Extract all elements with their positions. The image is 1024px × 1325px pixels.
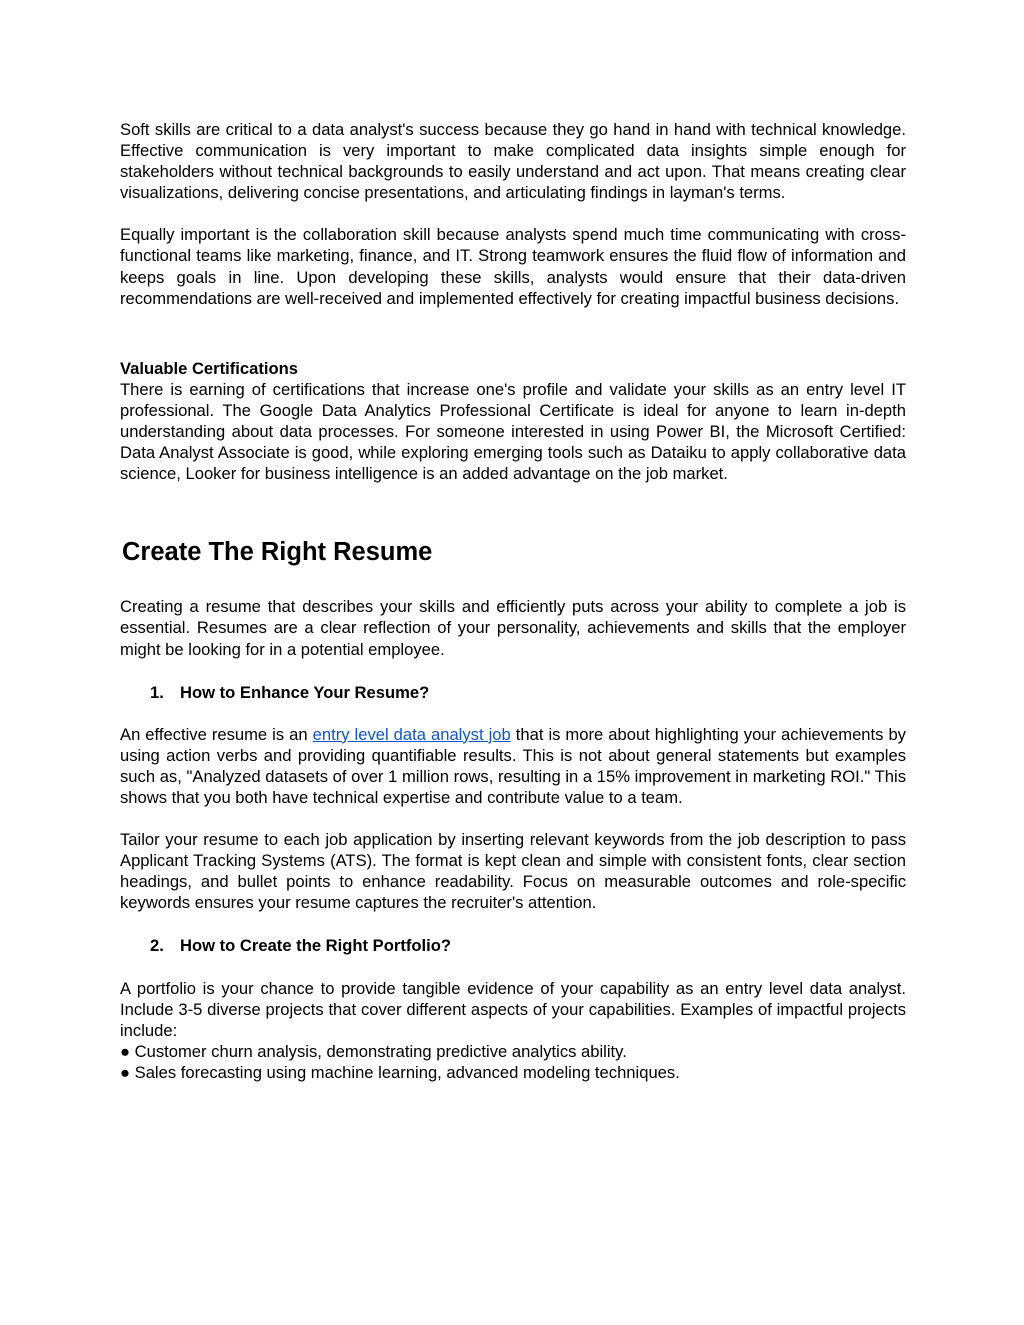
portfolio-heading (150, 935, 906, 956)
enhance-resume-heading (150, 682, 906, 703)
entry-level-job-link[interactable]: entry level data analyst job (312, 724, 511, 744)
portfolio-number: 2. (150, 936, 164, 956)
resume-section-heading: Create The Right Resume (122, 538, 433, 567)
enhance-title: How to Enhance Your Resume? (180, 682, 430, 702)
portfolio-intro-paragraph: A portfolio is your chance to provide tangible evidence of your capability as an entry level data analyst. Include 3-5 diverse projects that cover different aspects of your capabilities. Examples of impactful projects include: (120, 978, 906, 1040)
soft-skills-paragraph: Soft skills are critical to a data analyst's success because they go hand in hand with technical knowledge. Effective communication is very important to make complicated data insights simple enough for stakeholders without technical backgrounds to easily understand and act upon. That means creating clear visualizations, delivering concise presentations, and articulating findings in layman's terms. (120, 120, 906, 203)
portfolio-title: How to Create the Right Portfolio? (180, 936, 452, 956)
certifications-heading: Valuable Certifications (120, 358, 298, 378)
resume-intro-paragraph: Creating a resume that describes your skills and efficiently puts across your ability to complete a job is essential. Resumes are a clear reflection of your personality, achievements and skills that the employer might be looking for in a potential employee. (120, 597, 906, 659)
certifications-section (120, 358, 906, 485)
portfolio-bullet-1: ● Customer churn analysis, demonstrating predictive analytics ability. (120, 1041, 627, 1061)
enhance-number: 1. (150, 682, 164, 702)
enhance-text-after-link: that is more about highlighting your achievements by using action verbs and providing quantifiable results. This is not about general statements but examples such as, "Analyzed datasets of over 1 million rows, resulting in a 15% improvement in marketing ROI." This shows that you both have technical expertise and contribute value to a team. (120, 724, 906, 807)
enhance-paragraph-2: Tailor your resume to each job application by inserting relevant keywords from the job description to pass Applicant Tracking Systems (ATS). The format is kept clean and simple with consistent fonts, clear section headings, and bullet points to enhance readability. Focus on measurable outcomes and role-specific keywords ensures your resume captures the recruiter's attention. (120, 830, 906, 913)
document-page (120, 119, 906, 1083)
portfolio-bullet-2: ● Sales forecasting using machine learning, advanced modeling techniques. (120, 1062, 680, 1082)
collaboration-paragraph: Equally important is the collaboration skill because analysts spend much time communicating with cross-functional teams like marketing, finance, and IT. Strong teamwork ensures the fluid flow of information and keeps goals in line. Upon developing these skills, analysts would ensure that their data-driven recommendations are well-received and implemented effectively for creating impactful business decisions. (120, 225, 906, 308)
certifications-paragraph: There is earning of certifications that increase one's profile and validate your skills as an entry level IT professional. The Google Data Analytics Professional Certificate is ideal for anyone to learn in-depth understanding about data processes. For someone interested in using Power BI, the Microsoft Certified: Data Analyst Associate is good, while exploring emerging tools such as Dataiku to apply collaborative data science, Looker for business intelligence is an added advantage on the job market. (120, 379, 906, 484)
enhance-text-before-link: An effective resume is an (120, 724, 313, 744)
enhance-paragraph-1 (120, 724, 906, 808)
